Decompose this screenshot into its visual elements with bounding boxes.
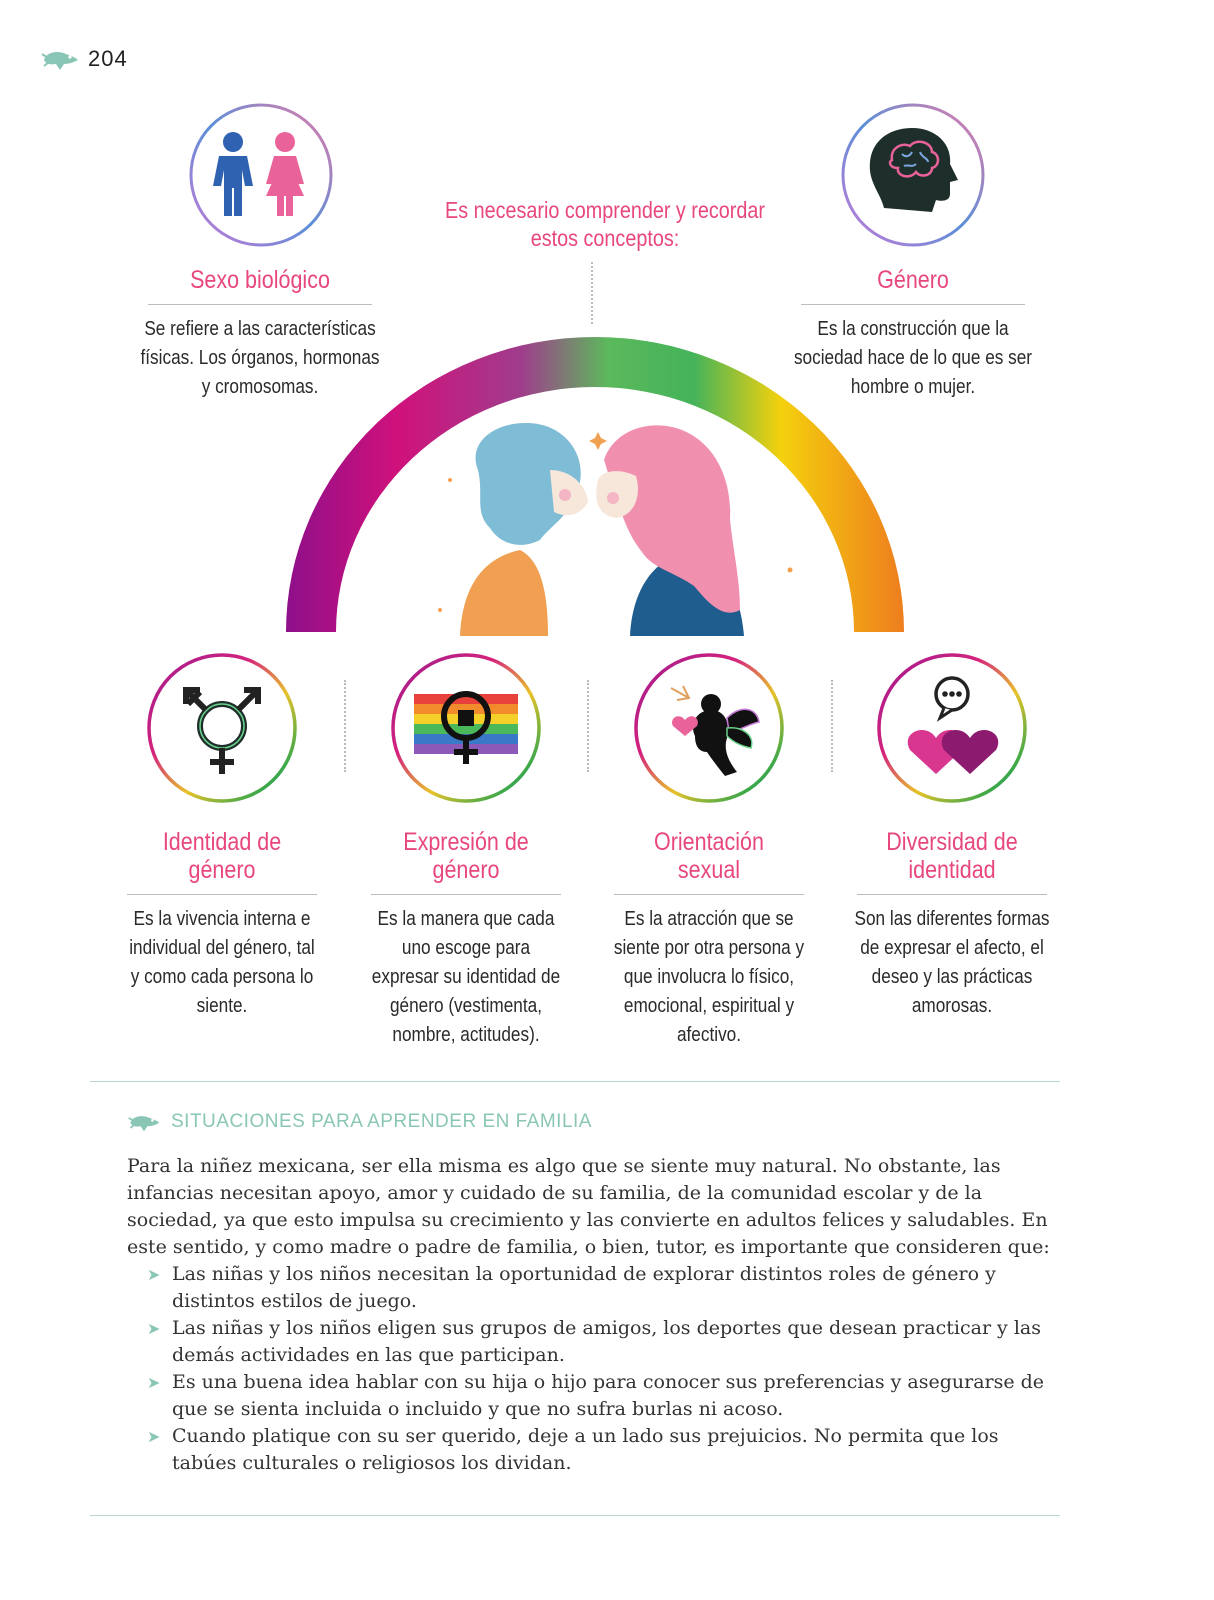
divider (371, 894, 561, 895)
sexo-icon-circle (188, 102, 334, 253)
identidad-genero-text: Es la vivencia interna e individual del género, tal y como cada persona lo siente. (129, 908, 315, 1017)
genero-title: Género (877, 266, 949, 294)
identidad-icon-circle (146, 652, 298, 809)
list-item: ➤ Las niñas y los niños eligen sus grupos de amigos, los deportes que desean practicar y las demás actividades en las que participan. (127, 1315, 1057, 1369)
kissing-couple-illustration (438, 423, 793, 636)
sexo-biologico-title: Sexo biológico (190, 266, 330, 294)
divider (127, 894, 317, 895)
family-paragraph: Para la niñez mexicana, ser ella misma es algo que se siente muy natural. No obstante, las infancias necesitan apoyo, amor y cuidado de su familia, de la comunidad escolar y de la sociedad, ya que esto impulsa su crecimiento y las convierte en adultos felices y saludables. En este sentido, y como madre o padre de familia, o bien, tutor, es importante que consideren que: (127, 1155, 1050, 1258)
separator (831, 680, 833, 772)
rainbow-flag-feminist-icon (414, 694, 518, 764)
section-divider-top (90, 1081, 1060, 1082)
family-section-heading (127, 1111, 592, 1133)
expresion-genero-text: Es la manera que cada uno escoge para expresar su identidad de género (vestimenta, nombre, actitudes). (371, 908, 561, 1046)
divider (614, 894, 804, 895)
diversidad-icon-circle (876, 652, 1028, 809)
rainbow-illustration (270, 320, 920, 640)
orientacion-sexual-card (594, 828, 824, 1050)
divider (801, 304, 1025, 305)
list-item: ➤ Cuando platique con su ser querido, deje a un lado sus prejuicios. No permita que los tabúes culturales o religiosos los dividan. (127, 1423, 1057, 1477)
list-item: ➤ Es una buena idea hablar con su hija o hijo para conocer sus preferencias y asegurarse de que se sienta incluida o incluido y que no sufra burlas ni acoso. (127, 1369, 1057, 1423)
expresion-genero-title: Expresión de género (403, 828, 529, 884)
diversidad-identidad-text: Son las diferentes formas de expresar el afecto, el deseo y las prácticas amorosas. (854, 908, 1050, 1017)
orientacion-sexual-title: Orientación sexual (654, 828, 764, 884)
separator (344, 680, 346, 772)
page-number (40, 46, 128, 72)
genero-icon-circle (840, 102, 986, 253)
family-bullet-list (127, 1261, 1057, 1477)
family-heading-text: SITUACIONES PARA APRENDER EN FAMILIA (171, 1111, 592, 1132)
identidad-genero-card (107, 828, 337, 1021)
page-number-text: 204 (88, 46, 128, 71)
orientacion-icon-circle (633, 652, 785, 809)
diversidad-identidad-title: Diversidad de identidad (886, 828, 1018, 884)
expresion-genero-card (351, 828, 581, 1050)
divider (857, 894, 1047, 895)
rainbow-arc (286, 337, 904, 632)
expresion-icon-circle (390, 652, 542, 809)
orientacion-sexual-text: Es la atracción que se siente por otra persona y que involucra lo físico, emocional, espiritual y afectivo. (613, 908, 805, 1046)
identidad-genero-title: Identidad de género (162, 828, 282, 884)
intro-connector (591, 262, 593, 324)
diversidad-identidad-card (837, 828, 1067, 1021)
divider (148, 304, 372, 305)
intro-text: Es necesario comprender y recordar estos conceptos: (445, 197, 765, 251)
genero-text: Es la construcción que la sociedad hace de lo que es ser hombre o mujer. (793, 318, 1033, 398)
frog-icon (127, 1111, 161, 1133)
section-divider-bottom (90, 1515, 1060, 1516)
list-item: ➤ Las niñas y los niños necesitan la oportunidad de explorar distintos roles de género y distintos estilos de juego. (127, 1261, 1057, 1315)
separator (587, 680, 589, 772)
frog-icon (40, 46, 80, 72)
family-body (127, 1153, 1057, 1477)
sexo-biologico-text: Se refiere a las características físicas. Los órganos, hormonas y cromosomas. (140, 318, 380, 398)
